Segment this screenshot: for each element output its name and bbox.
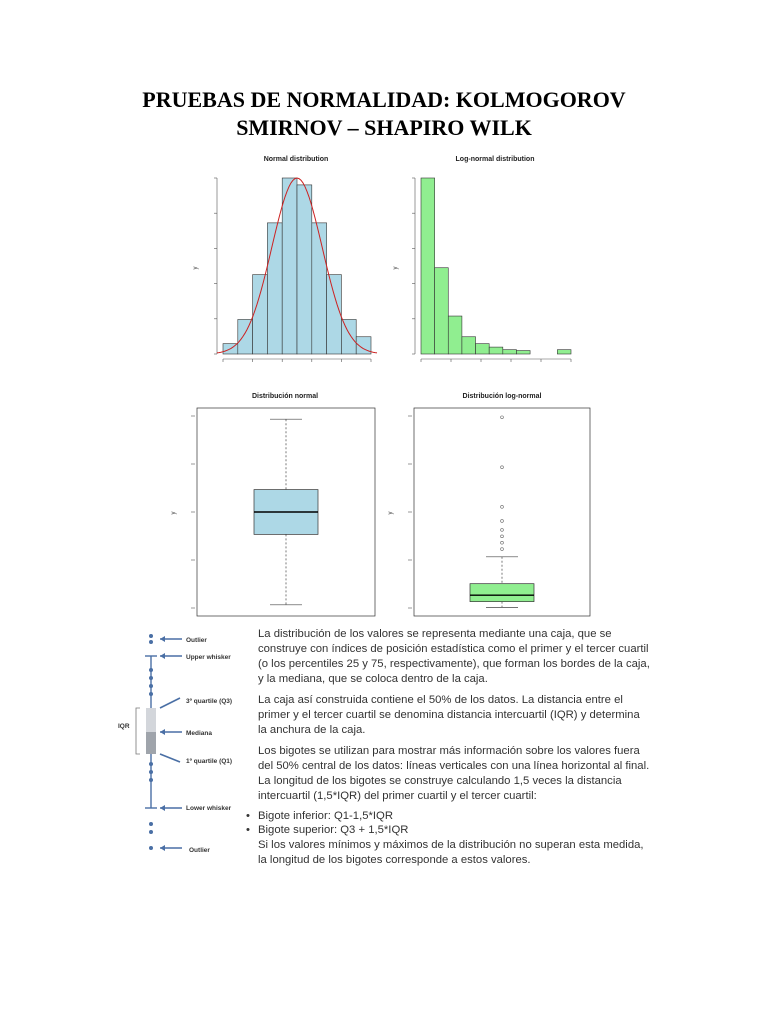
text-line: La caja así construida contiene el 50% de los datos. La distancia entre el bbox=[258, 694, 623, 706]
diagram-arrowhead bbox=[160, 636, 165, 642]
paragraph-2 bbox=[258, 693, 640, 738]
outlier-point bbox=[501, 416, 504, 419]
diagram-point bbox=[149, 846, 153, 850]
outlier-point bbox=[501, 529, 504, 532]
chart-title: Log-normal distribution bbox=[455, 156, 535, 163]
y-axis-label: y bbox=[193, 266, 199, 270]
y-axis-label: y bbox=[388, 511, 394, 515]
diagram-labels bbox=[118, 637, 232, 854]
label-outlier-bottom: Outlier bbox=[189, 847, 210, 854]
text-line: Si los valores mínimos y máximos de la distribución no superan esta medida, bbox=[258, 839, 644, 851]
iqr-box bbox=[470, 584, 534, 602]
normal-boxplot bbox=[171, 393, 375, 616]
lognormal-boxplot bbox=[388, 393, 590, 616]
diagram-point bbox=[149, 830, 153, 834]
chart-title: Distribución normal bbox=[251, 393, 319, 400]
iqr-bracket bbox=[136, 708, 140, 754]
diagram-arrow bbox=[160, 754, 180, 762]
y-axis-label: y bbox=[393, 266, 399, 270]
list-item bbox=[246, 810, 408, 824]
label-outlier-top: Outlier bbox=[186, 637, 207, 644]
outlier-point bbox=[501, 520, 504, 523]
histogram-bar bbox=[282, 178, 297, 354]
text-line: intercuartil (1,5*IQR) del primer cuartil y el tercer cuartil: bbox=[258, 790, 537, 802]
outlier-point bbox=[501, 505, 504, 508]
list-item bbox=[246, 824, 408, 838]
histogram-bar bbox=[312, 223, 327, 354]
histogram-bar bbox=[476, 344, 490, 354]
diagram-point bbox=[149, 778, 153, 782]
diagram-arrowhead bbox=[160, 845, 165, 851]
normal-histogram bbox=[193, 156, 377, 362]
histogram-bar bbox=[435, 268, 449, 354]
y-axis-label: y bbox=[171, 511, 177, 515]
label-lower-whisker: Lower whisker bbox=[186, 805, 232, 812]
text-line: y la mediana, que se coloca dentro de la caja. bbox=[258, 673, 488, 685]
bullet-marker: • bbox=[246, 823, 250, 836]
title-line-1: PRUEBAS DE NORMALIDAD: KOLMOGOROV bbox=[142, 87, 626, 112]
diagram-box-lower bbox=[146, 732, 156, 754]
closing-paragraph bbox=[258, 838, 644, 868]
histogram-bar bbox=[421, 178, 435, 354]
boxplot-figure bbox=[160, 386, 610, 618]
outlier-point bbox=[501, 466, 504, 469]
label-q3: 3º quartile (Q3) bbox=[186, 698, 233, 705]
histogram-bar bbox=[503, 350, 517, 354]
chart-title: Normal distribution bbox=[263, 156, 329, 163]
text-line: (o los percentiles 25 y 75, respectivamente), que forman los bordes de la caja, bbox=[258, 658, 650, 670]
diagram-point bbox=[149, 668, 153, 672]
list-item-text: Bigote inferior: Q1-1,5*IQR bbox=[258, 810, 393, 822]
label-iqr: IQR bbox=[118, 723, 130, 730]
label-median: Mediana bbox=[186, 730, 213, 737]
histogram-bar bbox=[516, 351, 530, 354]
outlier-point bbox=[501, 548, 504, 551]
text-line: construye con índices de posición estadística como el primer y el tercer cuartil bbox=[258, 643, 649, 655]
text-line: la longitud de los bigotes corresponde a estos valores. bbox=[258, 854, 531, 866]
histogram-bar bbox=[341, 319, 356, 354]
label-q1: 1º quartile (Q1) bbox=[186, 758, 233, 765]
label-upper-whisker: Upper whisker bbox=[186, 654, 231, 661]
text-line: primer y el tercer cuartil se denomina distancia intercuartil (IQR) y determina bbox=[258, 709, 640, 721]
document-title bbox=[0, 86, 768, 142]
outlier-point bbox=[501, 541, 504, 544]
histogram-bar bbox=[448, 316, 462, 354]
text-line: Los bigotes se utilizan para mostrar más información sobre los valores fuera bbox=[258, 745, 640, 757]
paragraph-3 bbox=[258, 744, 649, 804]
text-line: del 50% central de los datos: líneas verticales con una línea horizontal al final. bbox=[258, 760, 650, 772]
histogram-bar bbox=[327, 275, 342, 354]
diagram-arrowhead bbox=[160, 653, 165, 659]
paragraph-1 bbox=[258, 627, 650, 687]
diagram-point bbox=[149, 770, 153, 774]
diagram-point bbox=[149, 634, 153, 638]
histogram-bar bbox=[557, 350, 571, 354]
histogram-bar bbox=[267, 223, 282, 354]
lognormal-histogram bbox=[393, 156, 571, 362]
diagram-point bbox=[149, 762, 153, 766]
histogram-bar bbox=[462, 337, 476, 354]
diagram-box-upper bbox=[146, 708, 156, 732]
diagram-point bbox=[149, 676, 153, 680]
text-line: La longitud de los bigotes se construye calculando 1,5 veces la distancia bbox=[258, 775, 622, 787]
histogram-bar bbox=[238, 319, 253, 354]
diagram-point bbox=[149, 684, 153, 688]
title-line-2: SMIRNOV – SHAPIRO WILK bbox=[236, 115, 532, 140]
histogram-figure bbox=[185, 150, 585, 372]
text-line: La distribución de los valores se representa mediante una caja, que se bbox=[258, 628, 612, 640]
chart-title: Distribución log-normal bbox=[462, 393, 542, 400]
diagram-arrowhead bbox=[160, 805, 165, 811]
diagram-point bbox=[149, 640, 153, 644]
list-item-text: Bigote superior: Q3 + 1,5*IQR bbox=[258, 823, 409, 836]
text-line: la anchura de la caja. bbox=[258, 724, 366, 736]
outlier-point bbox=[501, 535, 504, 538]
histogram-bar bbox=[489, 347, 503, 354]
histogram-bar bbox=[297, 185, 312, 354]
bullet-marker: • bbox=[246, 810, 250, 822]
bullet-list bbox=[246, 810, 408, 837]
histogram-bar bbox=[253, 275, 268, 354]
diagram-axis bbox=[136, 634, 182, 851]
diagram-point bbox=[149, 692, 153, 696]
diagram-point bbox=[149, 822, 153, 826]
boxplot-anatomy-diagram bbox=[110, 628, 250, 860]
diagram-arrowhead bbox=[160, 729, 165, 735]
diagram-arrow bbox=[160, 698, 180, 708]
